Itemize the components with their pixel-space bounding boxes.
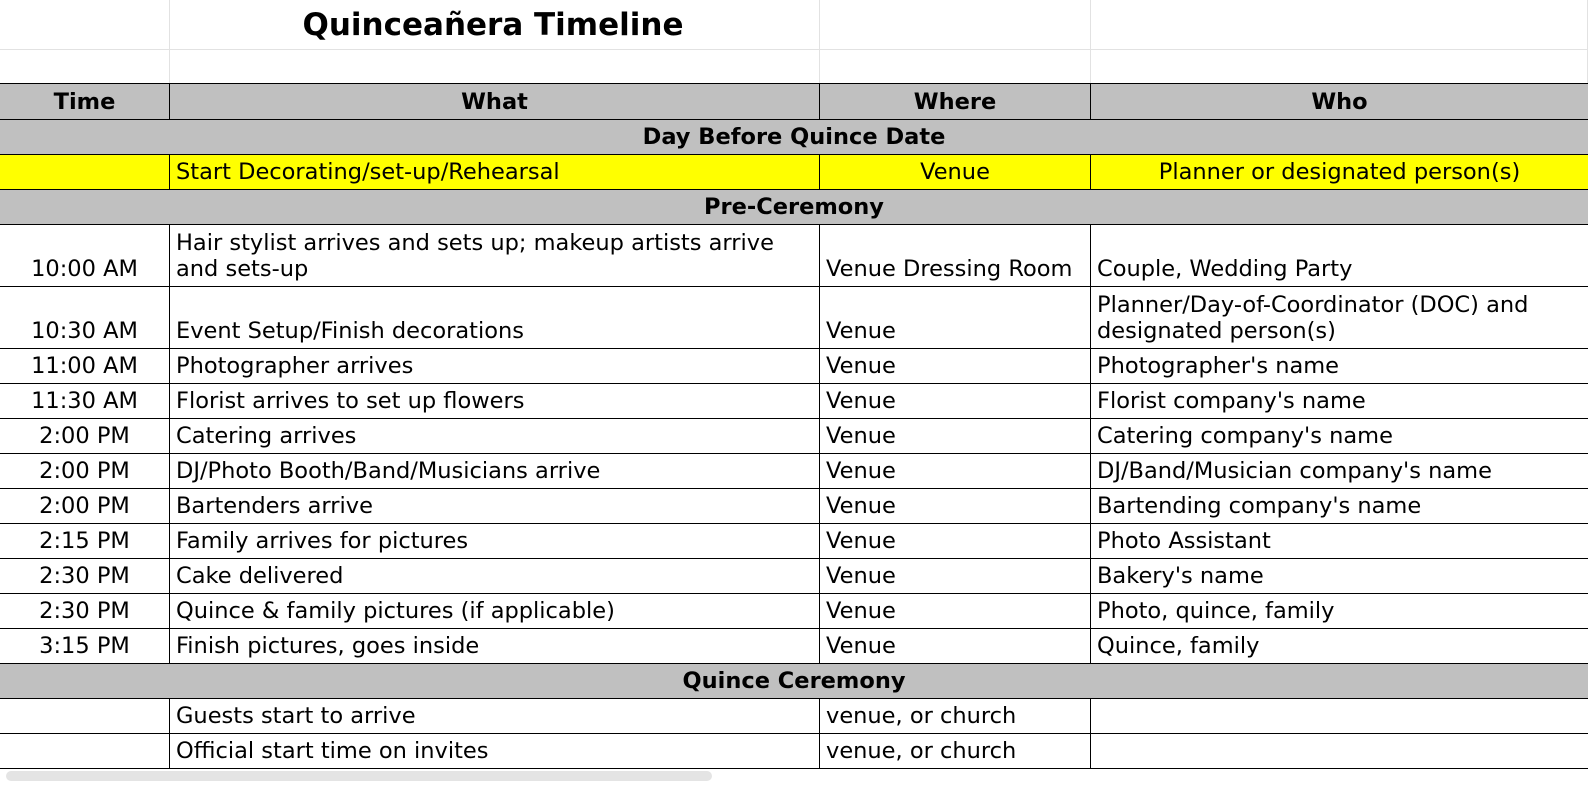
cell-time[interactable]: 3:15 PM xyxy=(0,629,170,663)
highlighted-row xyxy=(0,155,1588,190)
cell-time[interactable]: 2:30 PM xyxy=(0,559,170,593)
cell-time[interactable]: 10:00 AM xyxy=(0,225,170,286)
cell-where[interactable]: Venue xyxy=(820,454,1091,488)
cell-what[interactable]: DJ/Photo Booth/Band/Musicians arrive xyxy=(170,454,820,488)
title-row xyxy=(0,0,1588,50)
cell[interactable] xyxy=(820,0,1091,49)
cell-what[interactable]: Event Setup/Finish decorations xyxy=(170,287,820,348)
cell-what[interactable]: Official start time on invites xyxy=(170,734,820,768)
section-label: Quince Ceremony xyxy=(682,668,906,694)
cell-who[interactable]: Photo Assistant xyxy=(1097,528,1271,554)
cell-who[interactable] xyxy=(1091,734,1588,768)
section-label: Pre-Ceremony xyxy=(704,194,884,220)
table-row xyxy=(0,419,1588,454)
cell-time[interactable]: 11:30 AM xyxy=(0,384,170,418)
table-row xyxy=(0,594,1588,629)
cell-where[interactable]: Venue xyxy=(820,524,1091,558)
cell-who[interactable]: Bartending company's name xyxy=(1097,493,1422,519)
cell[interactable] xyxy=(0,50,170,83)
table-row xyxy=(0,559,1588,594)
cell-what[interactable]: Photographer arrives xyxy=(170,349,820,383)
sheet-title: Quinceañera Timeline xyxy=(302,7,684,43)
table-row xyxy=(0,287,1588,349)
cell-what[interactable]: Quince & family pictures (if applicable) xyxy=(170,594,820,628)
cell-who[interactable]: Planner/Day-of-Coordinator (DOC) and designated person(s) xyxy=(1097,292,1529,344)
cell-what[interactable]: Start Decorating/set-up/Rehearsal xyxy=(170,155,820,189)
cell-who[interactable]: Florist company's name xyxy=(1097,388,1366,414)
cell-time[interactable]: 2:00 PM xyxy=(0,419,170,453)
cell-who[interactable]: Catering company's name xyxy=(1097,423,1393,449)
column-header-row xyxy=(0,84,1588,120)
cell-what[interactable]: Guests start to arrive xyxy=(170,699,820,733)
table-row xyxy=(0,734,1588,769)
table-row xyxy=(0,629,1588,664)
cell-what[interactable]: Catering arrives xyxy=(170,419,820,453)
cell-where[interactable]: venue, or church xyxy=(820,734,1091,768)
cell-time[interactable] xyxy=(0,734,170,768)
cell-where[interactable]: Venue xyxy=(820,489,1091,523)
cell-where[interactable]: Venue xyxy=(820,419,1091,453)
cell-what[interactable]: Finish pictures, goes inside xyxy=(170,629,820,663)
cell-who[interactable]: Photo, quince, family xyxy=(1097,598,1335,624)
cell-what[interactable]: Bartenders arrive xyxy=(170,489,820,523)
header-time[interactable]: Time xyxy=(0,84,170,119)
section-row-quince-ceremony[interactable] xyxy=(0,664,1588,699)
cell-what[interactable]: Cake delivered xyxy=(170,559,820,593)
table-row xyxy=(0,349,1588,384)
cell-time[interactable]: 10:30 AM xyxy=(0,287,170,348)
cell-time[interactable]: 2:00 PM xyxy=(0,454,170,488)
section-label: Day Before Quince Date xyxy=(642,124,946,150)
cell-who[interactable]: Quince, family xyxy=(1097,633,1260,659)
cell[interactable] xyxy=(170,50,820,83)
cell-where[interactable]: Venue xyxy=(820,594,1091,628)
table-row xyxy=(0,384,1588,419)
cell-where[interactable]: Venue xyxy=(820,559,1091,593)
section-row-pre-ceremony[interactable] xyxy=(0,190,1588,225)
cell[interactable] xyxy=(820,50,1091,83)
cell-what[interactable]: Hair stylist arrives and sets up; makeup artists arrive and sets-up xyxy=(170,225,820,286)
table-row xyxy=(0,699,1588,734)
cell-time[interactable]: 2:30 PM xyxy=(0,594,170,628)
cell-who[interactable]: Couple, Wedding Party xyxy=(1097,256,1353,282)
cell-time[interactable]: 2:00 PM xyxy=(0,489,170,523)
cell-time[interactable] xyxy=(0,155,170,189)
cell-who[interactable]: Photographer's name xyxy=(1097,353,1340,379)
cell-where[interactable]: Venue Dressing Room xyxy=(820,225,1091,286)
cell[interactable] xyxy=(0,0,170,49)
cell-what[interactable]: Family arrives for pictures xyxy=(170,524,820,558)
table-row xyxy=(0,225,1588,287)
cell-where[interactable]: venue, or church xyxy=(820,699,1091,733)
header-where[interactable]: Where xyxy=(820,84,1091,119)
horizontal-scrollbar[interactable] xyxy=(6,771,712,781)
cell-who[interactable]: Bakery's name xyxy=(1097,563,1264,589)
cell[interactable] xyxy=(1091,50,1588,83)
cell-time[interactable] xyxy=(0,699,170,733)
cell-time[interactable]: 2:15 PM xyxy=(0,524,170,558)
header-who[interactable]: Who xyxy=(1311,88,1368,115)
cell-where[interactable]: Venue xyxy=(820,384,1091,418)
cell-where[interactable]: Venue xyxy=(820,349,1091,383)
section-row-day-before[interactable] xyxy=(0,120,1588,155)
cell-time[interactable]: 11:00 AM xyxy=(0,349,170,383)
cell-what[interactable]: Florist arrives to set up flowers xyxy=(170,384,820,418)
cell-where[interactable]: Venue xyxy=(820,155,1091,189)
cell-where[interactable]: Venue xyxy=(820,629,1091,663)
cell-who[interactable]: DJ/Band/Musician company's name xyxy=(1097,458,1492,484)
table-row xyxy=(0,489,1588,524)
table-row xyxy=(0,454,1588,489)
cell-who[interactable]: Planner or designated person(s) xyxy=(1158,159,1521,185)
blank-row xyxy=(0,50,1588,84)
cell-where[interactable]: Venue xyxy=(820,287,1091,348)
table-row xyxy=(0,524,1588,559)
cell[interactable] xyxy=(1091,0,1588,49)
header-what[interactable]: What xyxy=(170,84,820,119)
cell-who[interactable] xyxy=(1091,699,1588,733)
